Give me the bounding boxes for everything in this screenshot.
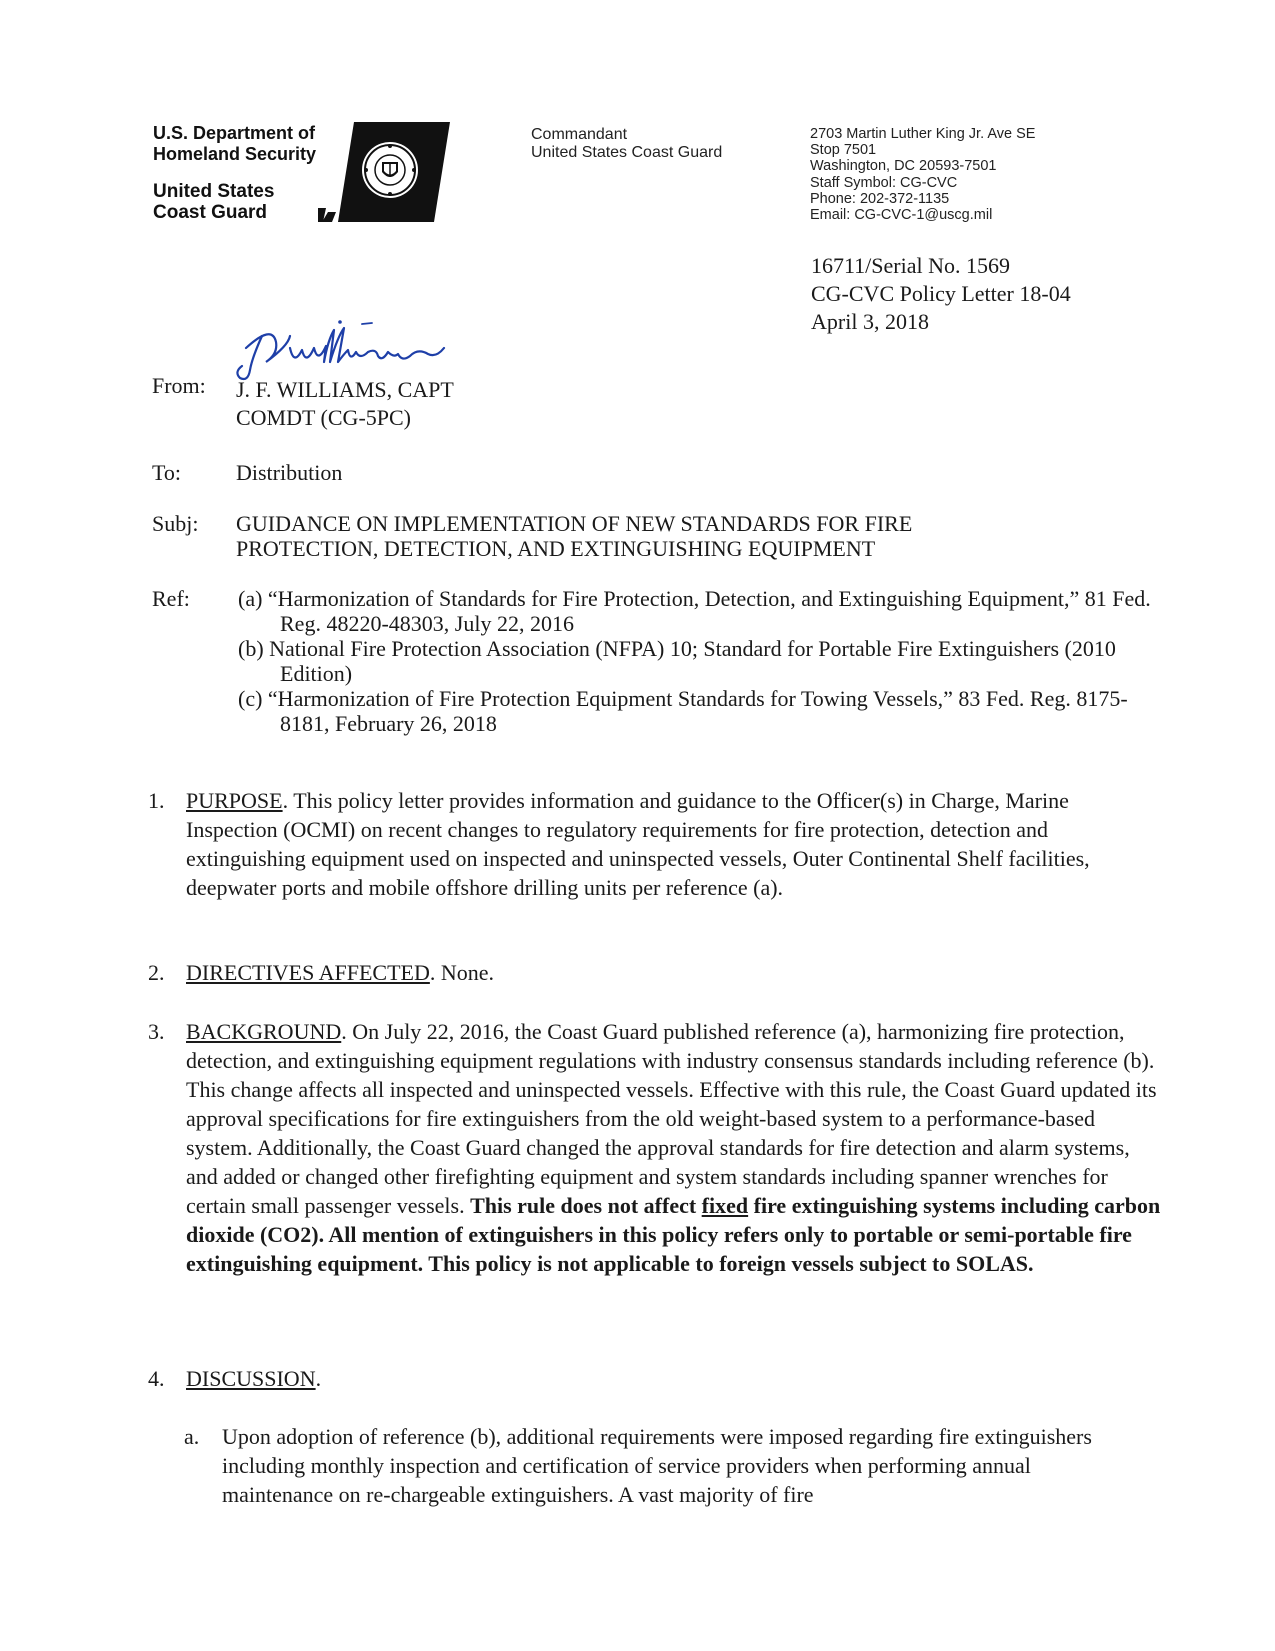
section-heading: PURPOSE bbox=[186, 788, 283, 813]
address-line: Stop 7501 bbox=[810, 142, 877, 159]
address-block bbox=[810, 126, 1035, 223]
section-number: 3. bbox=[148, 1019, 165, 1044]
agency-line-2: Coast Guard bbox=[153, 202, 268, 223]
discussion-item-a bbox=[184, 1422, 1122, 1509]
department-line-2: Homeland Security bbox=[153, 144, 317, 164]
reference-label: Ref: bbox=[152, 586, 190, 611]
agency-name bbox=[153, 181, 274, 223]
reference-item: (c) “Harmonization of Fire Protection Equipment Standards for Towing Vessels,” 83 Fed. Reg. 8175-8181, February 26, 2018 bbox=[238, 686, 1128, 736]
serial-block bbox=[811, 252, 1071, 336]
subject-line-2: PROTECTION, DETECTION, AND EXTINGUISHING EQUIPMENT bbox=[236, 536, 876, 561]
section-text: . On July 22, 2016, the Coast Guard published reference (a), harmonizing fire protection, detection, and extinguishing equipment regulations with industry consensus standards including reference (b). This change affects all inspected and uninspected vessels. Effective with this rule, the Coast Guard updated its approval specifications for fire extinguishers from the old weight-based system to a performance-based system. Additionally, the Coast Guard changed the approval standards for fire detection and alarm systems, and added or changed other firefighting equipment and system standards including spanner wrenches for certain small passenger vessels. bbox=[186, 1019, 1157, 1218]
section-directives-affected bbox=[148, 958, 1161, 987]
reference-item: (b) National Fire Protection Association (NFPA) 10; Standard for Portable Fire Extinguishers (2010 Edition) bbox=[238, 636, 1116, 686]
subject-label: Subj: bbox=[152, 511, 199, 536]
department-name bbox=[153, 123, 316, 165]
commandant-block bbox=[531, 126, 722, 162]
from-office: COMDT (CG-5PC) bbox=[236, 405, 412, 430]
section-heading: DIRECTIVES AFFECTED bbox=[186, 960, 430, 985]
address-line: 2703 Martin Luther King Jr. Ave SE bbox=[810, 126, 1036, 142]
coast-guard-logo-icon bbox=[318, 122, 450, 222]
bold-underline-word: fixed bbox=[701, 1193, 749, 1218]
agency-line-1: United States bbox=[153, 181, 275, 202]
section-text: . bbox=[315, 1366, 322, 1391]
section-text: . This policy letter provides information and guidance to the Officer(s) in Charge, Marine Inspection (OCMI) on recent changes to regulatory requirements for fire protection, detection and extinguishing equipment used on inspected and uninspected vessels, Outer Continental Shelf facilities, deepwater ports and mobile offshore drilling units per reference (a). bbox=[186, 788, 1090, 900]
commandant-line-1: Commandant bbox=[531, 126, 628, 143]
bold-notice: This rule does not affect bbox=[470, 1193, 702, 1218]
item-letter: a. bbox=[184, 1424, 200, 1449]
section-text: . None. bbox=[429, 960, 495, 985]
to-label: To: bbox=[152, 460, 182, 485]
commandant-line-2: United States Coast Guard bbox=[531, 144, 723, 161]
section-heading: DISCUSSION bbox=[186, 1366, 316, 1391]
from-name: J. F. WILLIAMS, CAPT bbox=[236, 377, 454, 402]
address-line: Phone: 202-372-1135 bbox=[810, 190, 950, 207]
to-value: Distribution bbox=[236, 460, 343, 485]
section-number: 4. bbox=[148, 1366, 165, 1391]
department-line-1: U.S. Department of bbox=[153, 123, 316, 143]
bold-notice-continued: fire extinguishing systems including carbon dioxide (CO2). All mention of extinguishers in this policy refers only to portable or semi-portable fire extinguishing equipment. This policy is not applicable to foreign vessels subject to SOLAS. bbox=[186, 1193, 1161, 1276]
address-line: Washington, DC 20593-7501 bbox=[810, 158, 997, 175]
section-background bbox=[148, 1017, 1161, 1278]
letter-date: April 3, 2018 bbox=[811, 309, 929, 334]
section-heading: BACKGROUND bbox=[186, 1019, 342, 1044]
item-text: Upon adoption of reference (b), additional requirements were imposed regarding fire extinguishers including monthly inspection and certification of service providers when performing annual maintenance on re-chargeable extinguishers. A vast majority of fire bbox=[222, 1424, 1092, 1507]
serial-number: 16711/Serial No. 1569 bbox=[811, 253, 1010, 278]
subject-line-1: GUIDANCE ON IMPLEMENTATION OF NEW STANDARDS FOR FIRE bbox=[236, 511, 913, 536]
from-label: From: bbox=[152, 373, 206, 398]
section-number: 1. bbox=[148, 788, 165, 813]
address-line: Staff Symbol: CG-CVC bbox=[810, 174, 958, 191]
section-number: 2. bbox=[148, 960, 165, 985]
address-line: Email: CG-CVC-1@uscg.mil bbox=[810, 207, 993, 224]
policy-letter-number: CG-CVC Policy Letter 18-04 bbox=[811, 281, 1071, 306]
reference-item: (a) “Harmonization of Standards for Fire Protection, Detection, and Extinguishing Equipment,” 81 Fed. Reg. 48220-48303, July 22, 2016 bbox=[238, 586, 1151, 636]
section-discussion bbox=[148, 1364, 1161, 1393]
section-purpose bbox=[148, 786, 1161, 902]
